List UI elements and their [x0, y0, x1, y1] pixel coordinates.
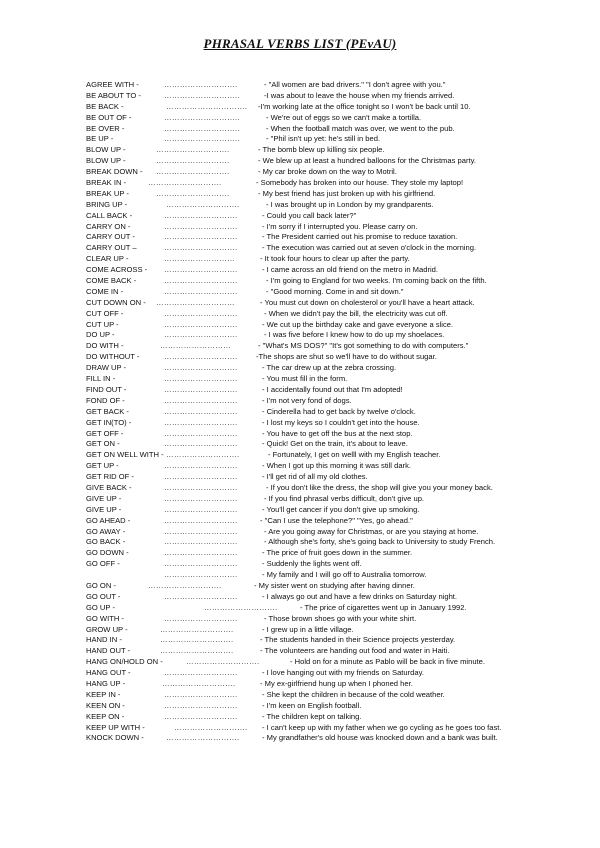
verb-entry — [86, 679, 586, 690]
definition-blank: ………………………. — [164, 221, 238, 231]
phrasal-verb: GIVE BACK - — [86, 482, 132, 492]
example-sentence: - I lost my keys so I couldn't get into the house. — [262, 417, 420, 427]
example-sentence: - When we didn't pay the bill, the electricity was cut off. — [264, 308, 448, 318]
phrasal-verb: KEEP IN - — [86, 689, 121, 699]
example-sentence: - If you find phrasal verbs difficult, don't give up. — [264, 493, 425, 503]
definition-blank: ………………………. — [156, 156, 230, 166]
verb-entry — [86, 254, 586, 265]
example-sentence: - Somebody has broken into our house. They stole my laptop! — [256, 178, 464, 188]
example-sentence: - She kept the children in because of the cold weather. — [262, 689, 445, 699]
phrasal-verb: CARRY OUT - — [86, 232, 135, 242]
phrasal-verb: FILL IN - — [86, 374, 116, 384]
verb-entry — [86, 124, 586, 135]
verb-entry — [86, 222, 586, 233]
verb-entry — [86, 189, 586, 200]
verb-entry — [86, 592, 586, 603]
phrasal-verb: GO ON - — [86, 580, 116, 590]
example-sentence: - The bomb blew up killing six people. — [258, 145, 385, 155]
verb-entry — [86, 472, 586, 483]
phrasal-verb: CLEAR UP - — [86, 254, 129, 264]
phrasal-verb: BE ABOUT TO - — [86, 90, 141, 100]
verb-entry — [86, 461, 586, 472]
definition-blank: ………………………. — [164, 330, 238, 340]
definition-blank: ……………………… — [164, 254, 236, 264]
verb-entry — [86, 287, 586, 298]
verb-entry — [86, 298, 586, 309]
definition-blank: ……………………….. — [164, 90, 240, 100]
example-sentence: - I grew up in a little village. — [262, 624, 354, 634]
verb-entry — [86, 309, 586, 320]
phrasal-verb: DRAW UP - — [86, 363, 127, 373]
definition-blank: ………………………. — [160, 646, 234, 656]
phrasal-verb: GET ON WELL WITH - — [86, 450, 164, 460]
example-sentence: - I was five before I knew how to do up my shoelaces. — [264, 330, 445, 340]
phrasal-verb: CALL BACK - — [86, 210, 133, 220]
example-sentence: - Quick! Get on the train, it's about to leave. — [262, 439, 408, 449]
definition-blank: ……………………….. — [164, 112, 240, 122]
definition-blank: ………………………. — [156, 145, 230, 155]
example-sentence: - We cut up the birthday cake and gave everyone a slice. — [262, 319, 454, 329]
definition-blank: ………………………. — [164, 439, 238, 449]
verb-entry — [86, 548, 586, 559]
phrasal-verbs-list — [86, 80, 586, 744]
phrasal-verb: BE OVER - — [86, 123, 125, 133]
phrasal-verb: HANG OUT - — [86, 668, 131, 678]
example-sentence: - I was brought up in London by my grandparents. — [266, 199, 434, 209]
definition-blank: ………………………. — [164, 711, 238, 721]
phrasal-verb: BE UP - — [86, 134, 114, 144]
verb-entry — [86, 200, 586, 211]
phrasal-verb: HANG UP - — [86, 678, 126, 688]
verb-entry — [86, 635, 586, 646]
phrasal-verb: FIND OUT - — [86, 384, 127, 394]
example-sentence: - You must cut down on cholesterol or you'll have a heart attack. — [260, 297, 475, 307]
phrasal-verb: KEEN ON - — [86, 700, 125, 710]
verb-entry — [86, 712, 586, 723]
verb-entry — [86, 145, 586, 156]
phrasal-verb: GET ON - — [86, 439, 120, 449]
definition-blank: ………………………. — [164, 276, 238, 286]
phrasal-verb: COME IN - — [86, 286, 124, 296]
phrasal-verb: KNOCK DOWN - — [86, 733, 144, 743]
verb-entry — [86, 134, 586, 145]
definition-blank: ………………………. — [164, 461, 238, 471]
phrasal-verb: GET RID OF - — [86, 472, 134, 482]
phrasal-verb: BE BACK - — [86, 101, 124, 111]
verb-entry — [86, 396, 586, 407]
definition-blank: ………………………. — [164, 526, 238, 536]
definition-blank: …………………………. — [166, 101, 248, 111]
phrasal-verb: GO DOWN - — [86, 548, 129, 558]
definition-blank: ………………………. — [164, 286, 238, 296]
example-sentence: - You have to get off the bus at the next stop. — [262, 428, 413, 438]
definition-blank: ……………………….. — [164, 134, 240, 144]
phrasal-verb: BREAK UP - — [86, 188, 129, 198]
phrasal-verb: HANG ON/HOLD ON - — [86, 657, 163, 667]
example-sentence: - The execution was carried out at seven o'clock in the morning. — [262, 243, 477, 253]
verb-entry — [86, 320, 586, 331]
definition-blank: ………………………. — [148, 178, 222, 188]
phrasal-verb: BE OUT OF - — [86, 112, 132, 122]
example-sentence: - My ex-girlfriend hung up when I phoned her. — [260, 678, 413, 688]
definition-blank: ………………………. — [164, 232, 238, 242]
example-sentence: - If you don't like the dress, the shop will give you your money back. — [266, 482, 493, 492]
definition-blank: ………………………. — [164, 689, 238, 699]
phrasal-verb: AGREE WITH - — [86, 80, 139, 89]
verb-entry — [86, 385, 586, 396]
definition-blank: ………………………. — [164, 406, 238, 416]
definition-blank: ………………………. — [166, 450, 240, 460]
definition-blank: ………………………. — [164, 570, 238, 580]
definition-blank: ………………………. — [186, 657, 260, 667]
verb-entry — [86, 80, 586, 91]
phrasal-verb: BREAK DOWN - — [86, 167, 143, 177]
verb-entry — [86, 341, 586, 352]
example-sentence: - My car broke down on the way to Motril. — [258, 167, 397, 177]
verb-entry — [86, 603, 586, 614]
phrasal-verb: FOND OF - — [86, 395, 125, 405]
example-sentence: - I'm not very fond of dogs. — [262, 395, 352, 405]
example-sentence: - "Can I use the telephone?" "Yes, go ahead." — [260, 515, 413, 525]
verb-entry — [86, 450, 586, 461]
example-sentence: - "All women are bad drivers." "I don't agree with you." — [264, 80, 446, 89]
phrasal-verb: CARRY ON - — [86, 221, 131, 231]
definition-blank: ………………………. — [164, 265, 238, 275]
verb-entry — [86, 581, 586, 592]
example-sentence: -The shops are shut so we'll have to do without sugar. — [256, 352, 437, 362]
phrasal-verb: CARRY OUT – — [86, 243, 137, 253]
definition-blank: ………………………. — [164, 352, 238, 362]
definition-blank: ………………………. — [164, 668, 238, 678]
definition-blank: ……………………….. — [164, 123, 240, 133]
example-sentence: - My grandfather's old house was knocked down and a bank was built. — [262, 733, 498, 743]
example-sentence: - My best friend has just broken up with his girlfriend. — [258, 188, 436, 198]
verb-entry — [86, 407, 586, 418]
phrasal-verb: GO AHEAD - — [86, 515, 131, 525]
page-title: PHRASAL VERBS LIST (PEvAU) — [203, 36, 397, 51]
definition-blank: ………………………. — [156, 188, 230, 198]
verb-entry — [86, 374, 586, 385]
example-sentence: - Cinderella had to get back by twelve o'clock. — [262, 406, 416, 416]
phrasal-verb: HAND OUT - — [86, 646, 131, 656]
example-sentence: - I'm keen on English football. — [262, 700, 362, 710]
phrasal-verb: KEEP ON - — [86, 711, 125, 721]
verb-entry — [86, 657, 586, 668]
verb-entry — [86, 527, 586, 538]
definition-blank: ………………………. — [164, 308, 238, 318]
example-sentence: -I'm working late at the office tonight so I won't be back until 10. — [258, 101, 471, 111]
verb-entry — [86, 211, 586, 222]
verb-entry — [86, 265, 586, 276]
phrasal-verb: GET IN(TO) - — [86, 417, 132, 427]
definition-blank: ………………………. — [162, 678, 236, 688]
definition-blank: ………………………… — [156, 297, 235, 307]
definition-blank: ………………………. — [164, 482, 238, 492]
definition-blank: ………………………. — [164, 591, 238, 601]
definition-blank: ………………………. — [156, 167, 230, 177]
definition-blank: ………………………. — [164, 515, 238, 525]
example-sentence: - The price of fruit goes down in the summer. — [262, 548, 413, 558]
example-sentence: - Suddenly the lights went off. — [262, 559, 362, 569]
verb-entry — [86, 570, 586, 581]
definition-blank: ………………………. — [164, 374, 238, 384]
verb-entry — [86, 723, 586, 734]
verb-entry — [86, 102, 586, 113]
phrasal-verb: GET BACK - — [86, 406, 129, 416]
example-sentence: - "What's MS DOS?" "It's got something to do with computers." — [258, 341, 469, 351]
verb-entry — [86, 91, 586, 102]
verb-entry — [86, 701, 586, 712]
phrasal-verb: CUT UP - — [86, 319, 119, 329]
phrasal-verb: BRING UP - — [86, 199, 128, 209]
example-sentence: - My family and I will go off to Australia tomorrow. — [262, 570, 427, 580]
example-sentence: - We're out of eggs so we can't make a tortilla. — [266, 112, 422, 122]
phrasal-verb: GO OFF - — [86, 559, 120, 569]
definition-blank: ………………………. — [160, 635, 234, 645]
definition-blank: ………………………. — [166, 199, 240, 209]
verb-entry — [86, 537, 586, 548]
verb-entry — [86, 439, 586, 450]
definition-blank: ………………………. — [164, 700, 238, 710]
definition-blank: ………………………. — [148, 580, 222, 590]
verb-entry — [86, 178, 586, 189]
example-sentence: - I came across an old friend on the metro in Madrid. — [262, 265, 439, 275]
verb-entry — [86, 429, 586, 440]
phrasal-verb: COME ACROSS - — [86, 265, 148, 275]
example-sentence: - You must fill in the form. — [262, 374, 348, 384]
phrasal-verb: BLOW UP - — [86, 156, 126, 166]
verb-entry — [86, 646, 586, 657]
definition-blank: ………………………. — [164, 428, 238, 438]
phrasal-verb: GO OUT - — [86, 591, 121, 601]
phrasal-verb: GO BACK - — [86, 537, 126, 547]
example-sentence: - Those brown shoes go with your white shirt. — [264, 613, 417, 623]
phrasal-verb: HAND IN - — [86, 635, 122, 645]
verb-entry — [86, 232, 586, 243]
verb-entry — [86, 668, 586, 679]
phrasal-verb: COME BACK - — [86, 276, 137, 286]
definition-blank: ………………………. — [164, 472, 238, 482]
example-sentence: - You'll get cancer if you don't give up smoking. — [262, 504, 420, 514]
example-sentence: - Hold on for a minute as Pablo will be back in five minute. — [290, 657, 486, 667]
verb-entry — [86, 483, 586, 494]
example-sentence: - "Phil isn't up yet: he's still in bed. — [266, 134, 381, 144]
verb-entry — [86, 243, 586, 254]
phrasal-verb: DO WITHOUT - — [86, 352, 140, 362]
phrasal-verb: BREAK IN - — [86, 178, 127, 188]
phrasal-verb: GET OFF - — [86, 428, 124, 438]
example-sentence: - Are you going away for Christmas, or are you staying at home. — [264, 526, 479, 536]
verb-entry — [86, 516, 586, 527]
definition-blank: ………………………. — [164, 243, 238, 253]
phrasal-verb: GO UP - — [86, 602, 115, 612]
example-sentence: - The price of cigarettes went up in January 1992. — [300, 602, 467, 612]
example-sentence: -I was about to leave the house when my friends arrived. — [264, 90, 455, 100]
example-sentence: - My sister went on studying after having dinner. — [254, 580, 415, 590]
phrasal-verb: GIVE UP - — [86, 504, 122, 514]
definition-blank: ………………………. — [164, 80, 238, 89]
phrasal-verb: CUT DOWN ON - — [86, 297, 146, 307]
phrasal-verb: GIVE UP - — [86, 493, 122, 503]
phrasal-verb: KEEP UP WITH - — [86, 722, 145, 732]
example-sentence: - When I got up this morning it was still dark. — [262, 461, 411, 471]
definition-blank: ………………………. — [204, 602, 278, 612]
verb-entry — [86, 733, 586, 744]
example-sentence: - I'm sorry if I interrupted you. Please carry on. — [262, 221, 418, 231]
example-sentence: - The volunteers are handing out food and water in Haiti. — [260, 646, 450, 656]
example-sentence: - I can't keep up with my father when we go cycling as he goes too fast. — [262, 722, 502, 732]
phrasal-verb: CUT OFF - — [86, 308, 124, 318]
phrasal-verb: GET UP - — [86, 461, 119, 471]
phrasal-verb: GROW UP - — [86, 624, 128, 634]
example-sentence: - I'll get rid of all my old clothes. — [262, 472, 368, 482]
verb-entry — [86, 614, 586, 625]
definition-blank: ………………………. — [164, 493, 238, 503]
verb-entry — [86, 559, 586, 570]
verb-entry — [86, 363, 586, 374]
definition-blank: ………………………. — [164, 210, 238, 220]
definition-blank: ………………………. — [164, 363, 238, 373]
verb-entry — [86, 156, 586, 167]
verb-entry — [86, 690, 586, 701]
definition-blank: ………………………. — [164, 319, 238, 329]
verb-entry — [86, 352, 586, 363]
example-sentence: - I accidentally found out that I'm adopted! — [262, 384, 403, 394]
verb-entry — [86, 167, 586, 178]
verb-entry — [86, 113, 586, 124]
example-sentence: - The President carried out his promise to reduce taxation. — [262, 232, 458, 242]
example-sentence: - It took four hours to clear up after the party. — [260, 254, 410, 264]
example-sentence: - I always go out and have a few drinks on Saturday night. — [262, 591, 458, 601]
definition-blank: ………………………. — [164, 384, 238, 394]
example-sentence: - The children kept on talking. — [262, 711, 362, 721]
example-sentence: - We blew up at least a hundred balloons for the Christmas party. — [258, 156, 476, 166]
phrasal-verb: GO WITH - — [86, 613, 124, 623]
example-sentence: - I'm going to England for two weeks. I'm coming back on the fifth. — [266, 276, 487, 286]
definition-blank: ………………………. — [164, 417, 238, 427]
verb-entry — [86, 494, 586, 505]
definition-blank: ………………………. — [164, 504, 238, 514]
example-sentence: - Although she's forty, she's going back to University to study French. — [264, 537, 496, 547]
verb-entry — [86, 505, 586, 516]
example-sentence: - I love hanging out with my friends on Saturday. — [262, 668, 424, 678]
example-sentence: - The car drew up at the zebra crossing. — [262, 363, 397, 373]
phrasal-verb: DO WITH - — [86, 341, 124, 351]
example-sentence: - Fortunately, I get on welll with my English teacher. — [268, 450, 441, 460]
verb-entry — [86, 625, 586, 636]
definition-blank: ………………………. — [166, 733, 240, 743]
definition-blank: ………………………. — [164, 559, 238, 569]
definition-blank: ………………………. — [164, 537, 238, 547]
definition-blank: ………………………. — [160, 624, 234, 634]
definition-blank: ……………………… — [160, 341, 232, 351]
example-sentence: - The students handed in their Science projects yesterday. — [260, 635, 456, 645]
example-sentence: - When the football match was over, we went to the pub. — [266, 123, 455, 133]
example-sentence: - Could you call back later?" — [262, 210, 357, 220]
definition-blank: ………………………. — [164, 548, 238, 558]
definition-blank: ………………………. — [174, 722, 248, 732]
phrasal-verb: DO UP - — [86, 330, 115, 340]
phrasal-verb: BLOW UP - — [86, 145, 126, 155]
definition-blank: ………………………. — [164, 395, 238, 405]
definition-blank: ………………………. — [164, 613, 238, 623]
verb-entry — [86, 330, 586, 341]
verb-entry — [86, 276, 586, 287]
phrasal-verb: GO AWAY - — [86, 526, 126, 536]
verb-entry — [86, 418, 586, 429]
example-sentence: - "Good morning. Come in and sit down." — [266, 286, 404, 296]
